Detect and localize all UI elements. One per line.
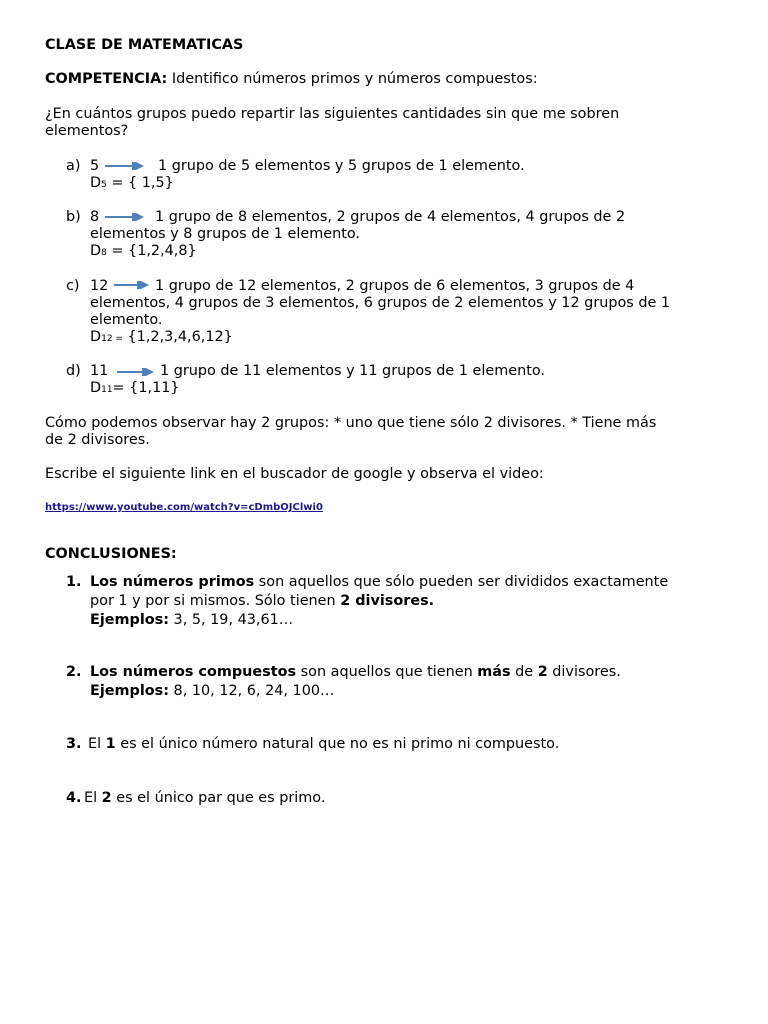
- instruction-line: Escribe el siguiente link en el buscador de google y observa el video:: [45, 466, 544, 482]
- item-b-text-2: elementos y 8 grupos de 1 elemento.: [90, 226, 360, 242]
- item-d-marker: d): [66, 363, 81, 379]
- item-b-text-1: 1 grupo de 8 elementos, 2 grupos de 4 elementos, 4 grupos de 2: [155, 209, 626, 225]
- item-a-marker: a): [66, 158, 81, 174]
- question-line-2: elementos?: [45, 123, 129, 139]
- item-c-marker: c): [66, 278, 80, 294]
- item-c-number: 12: [90, 278, 109, 294]
- video-link[interactable]: https://www.youtube.com/watch?v=cDmbOJClwi0: [45, 502, 323, 513]
- item-b-divisors: D8 = {1,2,4,8}: [90, 243, 197, 259]
- item-d-text: 1 grupo de 11 elementos y 11 grupos de 1 elemento.: [160, 363, 545, 379]
- conclusion-1-number: 1.: [66, 574, 82, 590]
- arrow-right-icon: [104, 162, 146, 170]
- item-c-divisors: D12 = {1,2,3,4,6,12}: [90, 329, 233, 345]
- conclusion-3-number: 3.: [66, 736, 82, 752]
- item-a-number: 5: [90, 158, 100, 174]
- item-a-text: 1 grupo de 5 elementos y 5 grupos de 1 elemento.: [158, 158, 525, 174]
- arrow-right-icon: [104, 213, 146, 221]
- item-c-text-2: elementos, 4 grupos de 3 elementos, 6 grupos de 2 elementos y 12 grupos de 1: [90, 295, 671, 311]
- conclusion-4-text: El 2 es el único par que es primo.: [84, 790, 326, 806]
- question-line-1: ¿En cuántos grupos puedo repartir las siguientes cantidades sin que me sobren: [45, 106, 620, 122]
- item-b-number: 8: [90, 209, 100, 225]
- item-c-text-3: elemento.: [90, 312, 163, 328]
- arrow-right-icon: [116, 368, 156, 376]
- item-d-divisors: D11= {1,11}: [90, 380, 180, 396]
- document-title: CLASE DE MATEMATICAS: [45, 37, 244, 53]
- item-b-marker: b): [66, 209, 81, 225]
- item-a-divisors: D5 = { 1,5}: [90, 175, 174, 191]
- conclusion-3-text: El 1 es el único número natural que no es ni primo ni compuesto.: [88, 736, 560, 752]
- conclusion-1-line-1: Los números primos son aquellos que sólo pueden ser divididos exactamente: [90, 574, 669, 590]
- conclusion-1-line-2: por 1 y por si mismos. Sólo tienen 2 divisores.: [90, 593, 435, 609]
- item-c-text-1: 1 grupo de 12 elementos, 2 grupos de 6 elementos, 3 grupos de 4: [155, 278, 635, 294]
- observation-line-1: Cómo podemos observar hay 2 grupos: * uno que tiene sólo 2 divisores. * Tiene más: [45, 415, 657, 431]
- conclusion-1-examples: Ejemplos: 3, 5, 19, 43,61…: [90, 612, 294, 628]
- arrow-right-icon: [113, 281, 151, 289]
- item-d-number: 11: [90, 363, 109, 379]
- conclusion-4-number: 4.: [66, 790, 82, 806]
- conclusion-2-examples: Ejemplos: 8, 10, 12, 6, 24, 100…: [90, 683, 335, 699]
- competencia-line: COMPETENCIA: Identifico números primos y números compuestos:: [45, 71, 538, 87]
- conclusion-2-line-1: Los números compuestos son aquellos que tienen más de 2 divisores.: [90, 664, 621, 680]
- conclusion-2-number: 2.: [66, 664, 82, 680]
- observation-line-2: de 2 divisores.: [45, 432, 150, 448]
- conclusions-heading: CONCLUSIONES:: [45, 546, 177, 562]
